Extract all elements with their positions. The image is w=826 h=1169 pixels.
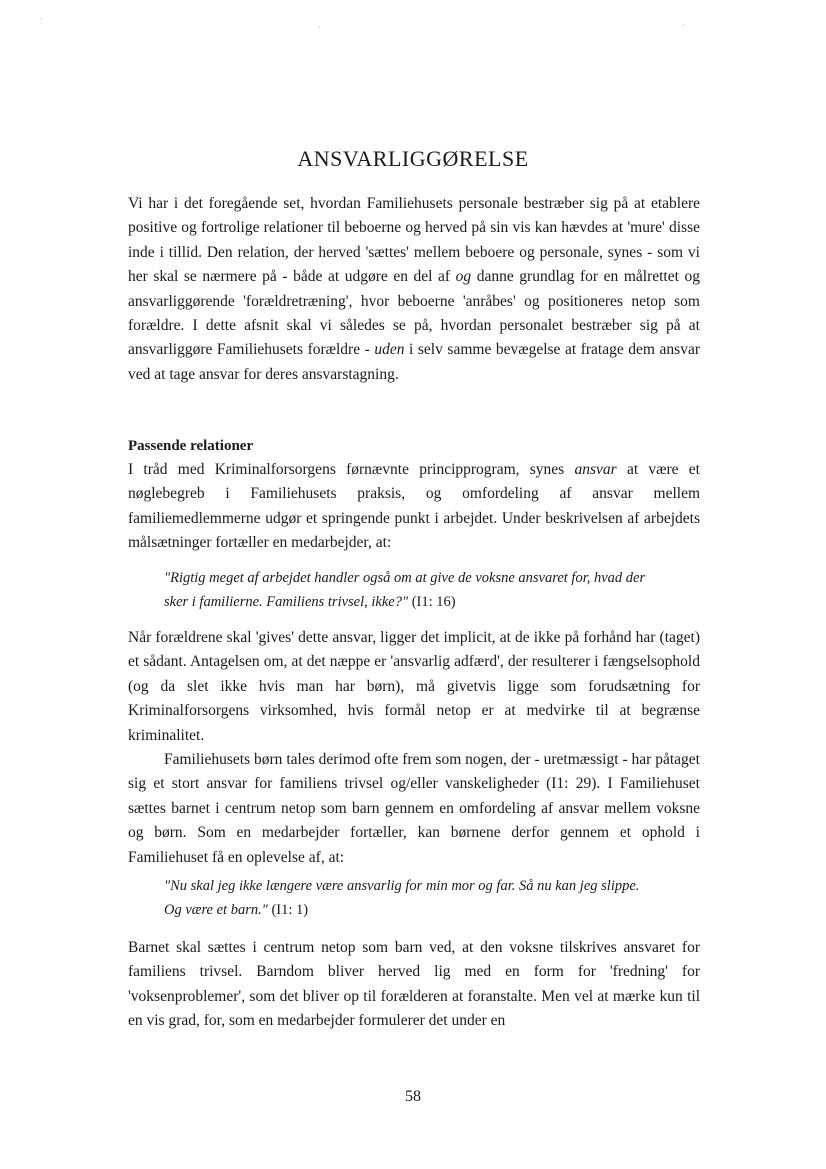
section-text-2: at være et nøglebegreb i Familiehusets praksis, og omfordeling af ansvar mellem familiemedlemmerne udgør et springende punkt i arbejdet. Under beskrivelsen af arbejdets målsætninger fortæller en medarbejder, at: xyxy=(128,461,700,552)
intro-paragraph xyxy=(128,192,700,387)
quote-1-reference: (I1: 16) xyxy=(408,594,456,610)
emphasis-uden: uden xyxy=(374,341,405,359)
page-number: 58 xyxy=(405,1088,421,1105)
section-passende-relationer xyxy=(128,434,700,556)
quote-2-line-2: Og være et barn." xyxy=(164,902,268,918)
emphasis-ansvar: ansvar xyxy=(574,461,617,478)
closing-paragraph xyxy=(128,936,700,1034)
scan-speck: · xyxy=(682,20,685,30)
quote-2-reference: (I1: 1) xyxy=(267,902,309,918)
paragraph-3: Familiehusets børn tales derimod ofte frem som nogen, der - uretmæssigt - har påtaget sig et stort ansvar for familiens trivsel og/eller vanskeligheder (I1: 29). I Familiehuset sættes barnet i centrum netop som barn gennem en omfordeling af ansvar mellem voksne og børn. Som en medarbejder fortæller, kan børnene derfor gennem et ophold i Familiehuset få en oplevelse af, at: xyxy=(128,751,700,866)
quote-1-line-1: "Rigtig meget af arbejdet handler også om at give de voksne ansvaret for, hvad der xyxy=(164,570,646,586)
quote-2-line-1: "Nu skal jeg ikke længere være ansvarlig for min mor og far. Så nu kan jeg slippe. xyxy=(164,878,640,894)
page-title: ANSVARLIGGØRELSE xyxy=(297,146,529,171)
section-text-1: I tråd med Kriminalforsorgens førnævnte principprogram, synes xyxy=(128,461,575,478)
block-quote-1 xyxy=(164,566,694,614)
scan-speck: · xyxy=(40,14,43,24)
intro-text-2: danne grundlag for en målrettet og ansvarliggørende 'forældretræning', hvor beboerne 'anråbes' og positioneres netop som forældre. I dette afsnit skal vi således se på, hvordan personalet bestræber sig på at ansvarliggøre Familiehusets forældre - xyxy=(128,268,700,359)
intro-text-3: i selv samme bevægelse at fratage dem ansvar ved at tage ansvar for deres ansvarstagning. xyxy=(128,341,700,383)
emphasis-og: og xyxy=(455,268,472,286)
block-quote-2 xyxy=(164,874,694,922)
quote-1-line-2: sker i familierne. Familiens trivsel, ikke?" xyxy=(164,594,409,610)
scan-speck: · xyxy=(318,22,321,32)
body-paragraphs xyxy=(128,626,700,870)
paragraph-4: Barnet skal sættes i centrum netop som barn ved, at den voksne tilskrives ansvaret for familiens trivsel. Barndom bliver herved lig med en form for 'fredning' for 'voksenproblemer', som det bliver op til forælderen at foranstalte. Men vel at mærke kun til en vis grad, for, som en medarbejder formulerer det under en xyxy=(128,939,700,1030)
paragraph-2: Når forældrene skal 'gives' dette ansvar, ligger det implicit, at de ikke på forhånd har (taget) et sådant. Antagelsen om, at det næppe er 'ansvarlig adfærd', der resulterer i fængselsophold (og da slet ikke hvis man har børn), må givetvis ligge som forudsætning for Kriminalforsorgens virksomhed, hvis formål netop er at medvirke til at begrænse kriminalitet. xyxy=(128,629,700,744)
section-heading: Passende relationer xyxy=(128,438,254,454)
intro-text-1: Vi har i det foregående set, hvordan Familiehusets personale bestræber sig på at etablere positive og fortrolige relationer til beboerne og herved på sin vis kan hævdes at 'mure' disse inde i tillid. Den relation, der herved 'sættes' mellem beboere og personale, synes - som vi her skal se nærmere på - både at udgøre en del af xyxy=(128,195,700,286)
